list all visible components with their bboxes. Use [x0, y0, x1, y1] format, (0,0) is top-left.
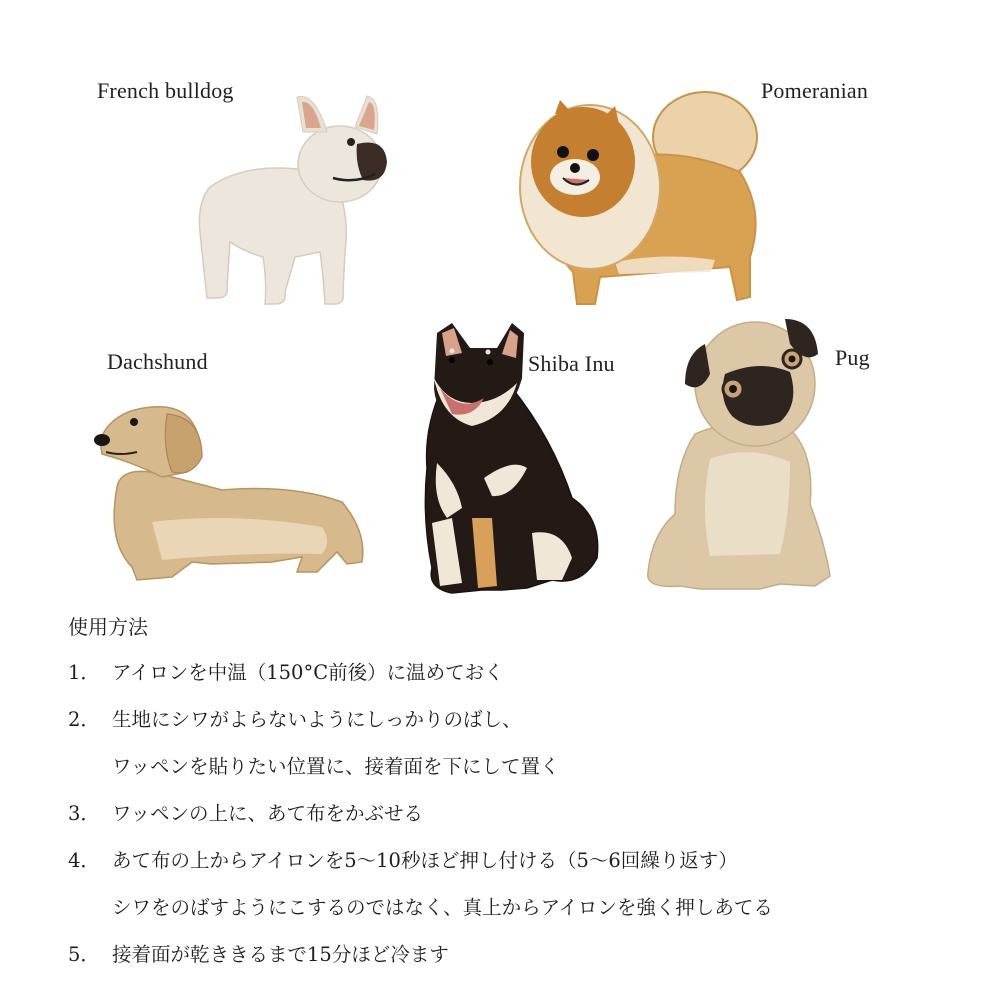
step-number: 5． [68, 943, 100, 966]
step-text: あて布の上からアイロンを5～10秒ほど押し付ける（5～6回繰り返す） [112, 849, 738, 872]
label-pug: Pug [835, 345, 870, 370]
step-2 [68, 705, 968, 735]
shiba-inu-patch-image [412, 318, 602, 600]
label-shiba-inu: Shiba Inu [528, 351, 615, 376]
step-2-continued [68, 752, 968, 782]
step-number: 4． [68, 849, 100, 872]
step-1 [68, 658, 968, 688]
step-number: 3． [68, 802, 100, 825]
step-text: 生地にシワがよらないようにしっかりのばし、 [112, 708, 522, 731]
label-pomeranian: Pomeranian [761, 78, 869, 103]
pug-patch-image [640, 314, 845, 596]
step-text: 接着面が乾ききるまで15分ほど冷ます [112, 943, 449, 966]
instructions-title: 使用方法 [68, 615, 148, 639]
step-text: シワをのばすようにこするのではなく、真上からアイロンを強く押しあてる [112, 896, 773, 919]
french-bulldog-patch-image [185, 92, 390, 317]
dachshund-patch-image [92, 392, 377, 587]
shiba-inu-illustration [412, 318, 602, 600]
pomeranian-illustration [515, 82, 770, 312]
step-number: 1． [68, 661, 100, 684]
step-5 [68, 940, 968, 970]
usage-instructions [68, 612, 968, 987]
dachshund-illustration [92, 392, 377, 587]
step-text: アイロンを中温（150°C前後）に温めておく [112, 661, 504, 684]
label-dachshund: Dachshund [107, 349, 208, 374]
step-number: 2． [68, 708, 100, 731]
step-4 [68, 846, 968, 876]
step-text: ワッペンの上に、あて布をかぶせる [112, 802, 424, 825]
pug-illustration [640, 314, 845, 596]
step-3 [68, 799, 968, 829]
french-bulldog-illustration [185, 92, 390, 317]
pomeranian-patch-image [515, 82, 770, 312]
step-4-continued [68, 893, 968, 923]
label-french-bulldog: French bulldog [97, 78, 234, 103]
step-text: ワッペンを貼りたい位置に、接着面を下にして置く [112, 755, 560, 778]
